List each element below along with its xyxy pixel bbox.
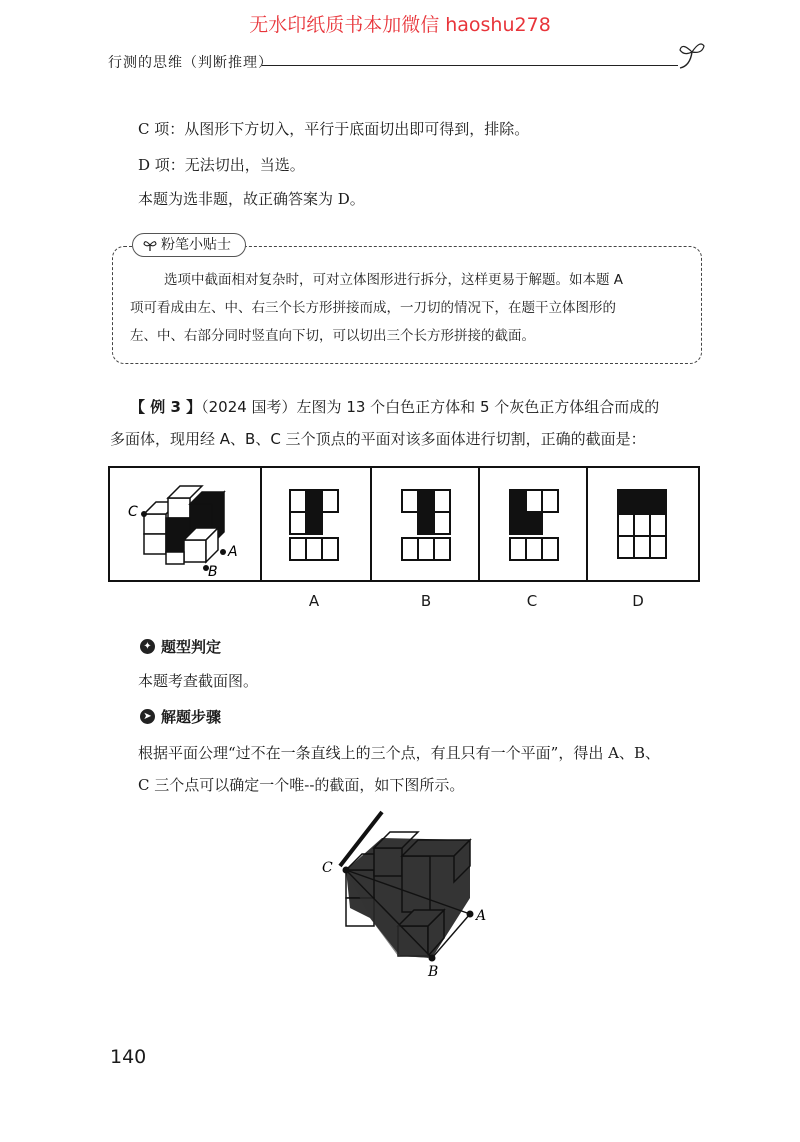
example-line-1: [130, 396, 659, 418]
option-d-explanation: D 项：无法切出，当选。: [138, 156, 305, 174]
lightbulb-icon: ✦: [140, 639, 155, 654]
option-d-cell[interactable]: [588, 468, 698, 580]
cross-section-figure: [310, 808, 510, 983]
vertex-c-label: C: [128, 504, 138, 520]
vertex-a-label: A: [228, 544, 238, 560]
steps-section-heading: [140, 706, 221, 727]
example-label: 【 例 3 】: [130, 398, 202, 416]
cube-stack-figure: [110, 468, 260, 580]
option-c-section: [480, 468, 586, 580]
option-a-label: A: [308, 592, 320, 610]
point-b-label: B: [428, 964, 439, 980]
header-rule: [262, 65, 678, 66]
option-d-label: D: [632, 592, 644, 610]
tip-tag: [132, 233, 246, 257]
steps-section-title: 解题步骤: [161, 708, 222, 726]
tip-line: 项可看成由左、中、右三个长方形拼接而成，一刀切的情况下，在题干立体图形的: [130, 300, 616, 316]
watermark-text: 无水印纸质书本加微信 haoshu278: [249, 14, 551, 36]
option-d-section: [588, 468, 698, 580]
point-a-label: A: [476, 908, 487, 924]
option-a-cell[interactable]: [262, 468, 372, 580]
example-text-1: （2024 国考）左图为 13 个白色正方体和 5 个灰色正方体组合而成的: [201, 398, 660, 416]
example-line-2: 多面体，现用经 A、B、C 三个顶点的平面对该多面体进行切割，正确的截面是：: [110, 430, 646, 448]
point-b: [429, 955, 436, 962]
tip-tag-label: 粉笔小贴士: [161, 236, 231, 253]
vertex-a-point: [220, 549, 226, 555]
sprout-icon: [143, 238, 157, 252]
answer-statement: 本题为选非题，故正确答案为 D。: [138, 190, 365, 208]
vertex-b-label: B: [208, 564, 218, 580]
tip-line: 选项中截面相对复杂时，可对立体图形进行拆分，这样更易于解题。如本题 A: [164, 272, 624, 288]
option-b-cell[interactable]: [372, 468, 480, 580]
point-c-label: C: [322, 860, 333, 876]
point-c: [343, 867, 350, 874]
option-c-explanation: C 项：从图形下方切入，平行于底面切出即可得到，排除。: [138, 120, 530, 138]
tip-line: 左、中、右部分同时竖直向下切，可以切出三个长方形拼接的截面。: [130, 328, 535, 344]
point-a: [467, 911, 474, 918]
steps-line-1: 根据平面公理“过不在一条直线上的三个点，有且只有一个平面”，得出 A、B、: [138, 744, 660, 762]
type-section-text: 本题考查截面图。: [138, 672, 259, 690]
options-table: [108, 466, 700, 582]
tip-text: [130, 266, 688, 350]
option-c-label: C: [526, 592, 538, 610]
option-b-label: B: [420, 592, 432, 610]
page-number: 140: [110, 1046, 147, 1068]
option-b-section: [372, 468, 478, 580]
steps-line-2: C 三个点可以确定一个唯--的截面，如下图所示。: [138, 776, 465, 794]
type-section-title: 题型判定: [161, 638, 222, 656]
steps-icon: ➤: [140, 709, 155, 724]
option-a-section: [262, 468, 370, 580]
question-figure-cell: [110, 468, 262, 580]
vertex-c-point: [141, 511, 147, 517]
sprout-leaf-icon: [676, 38, 706, 72]
type-section-heading: [140, 636, 221, 657]
option-c-cell[interactable]: [480, 468, 588, 580]
running-header-title: 行测的思维（判断推理）: [108, 55, 273, 71]
